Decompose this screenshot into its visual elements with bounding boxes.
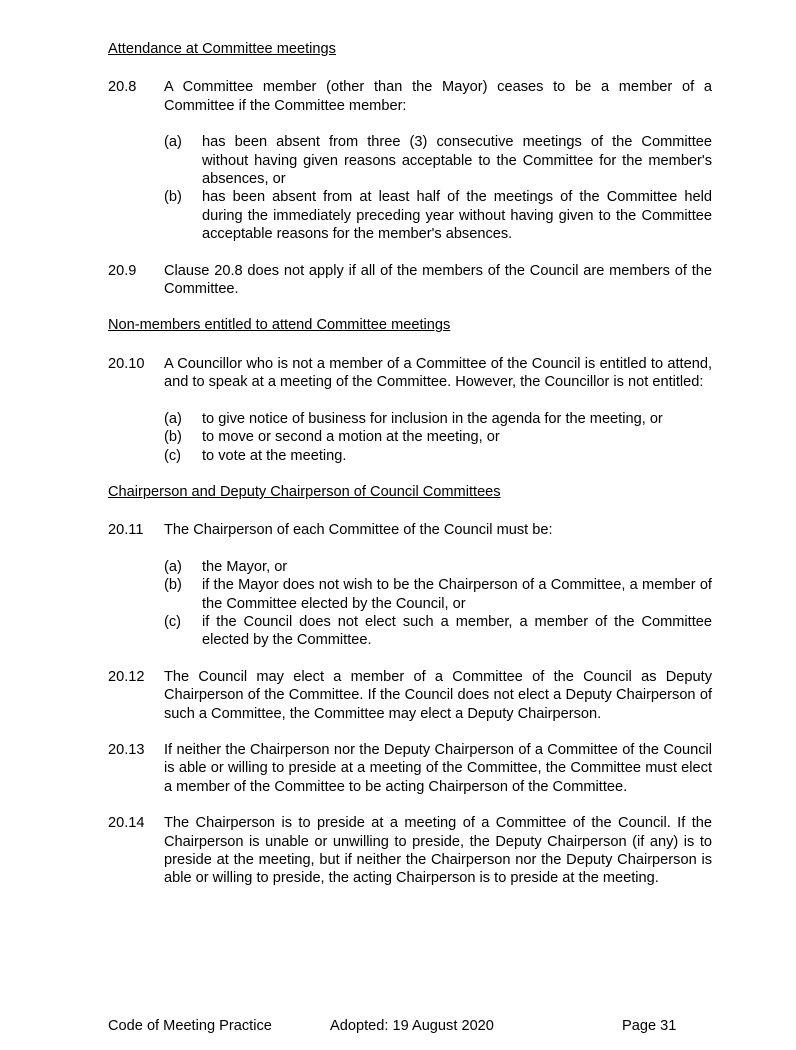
item-label: (b)	[164, 577, 182, 594]
clause-body	[164, 814, 712, 888]
item-text: to vote at the meeting.	[202, 447, 347, 464]
item-text: to move or second a motion at the meeting, or	[202, 429, 500, 446]
clause-number: 20.10	[108, 355, 145, 372]
clause-items	[164, 133, 712, 243]
clause-text: The Chairperson is to preside at a meeting of a Committee of the Council. If the Chairperson is unable or unwilling to preside, the Deputy Chairperson (if any) is to preside at the meeting, but if neither the Chairperson nor the Deputy Chairperson is able or willing to preside, the acting Chairperson is to preside at the meeting.	[164, 815, 712, 887]
page-footer	[108, 1017, 688, 1037]
list-item	[164, 447, 712, 465]
clause	[108, 814, 712, 888]
item-text: the Mayor, or	[202, 558, 288, 575]
list-item	[164, 188, 712, 243]
clause-text: The Council may elect a member of a Committee of the Council as Deputy Chairperson of the Committee. If the Council does not elect a Deputy Chairperson of such a Committee, the Committee may elect a Deputy Chairperson.	[164, 668, 712, 722]
document-body	[108, 40, 712, 906]
item-label: (c)	[164, 447, 182, 464]
clause-text: If neither the Chairperson nor the Deputy Chairperson of a Committee of the Council is able or willing to preside at a meeting of the Committee, the Committee must elect a member of the Committee to be acting Chairperson of the Committee.	[164, 741, 712, 795]
clause-body	[164, 355, 712, 465]
footer-page-number: Page 31	[622, 1018, 677, 1034]
footer-adopted-date: Adopted: 19 August 2020	[330, 1018, 494, 1034]
clause-items	[164, 410, 712, 465]
list-item	[164, 410, 712, 428]
clause-body	[164, 668, 712, 723]
section-heading: Chairperson and Deputy Chairperson of Council Committees	[108, 483, 501, 500]
item-text: has been absent from three (3) consecutive meetings of the Committee without having given reasons acceptable to the Committee for the member's absences, or	[202, 134, 712, 188]
clause-text: A Councillor who is not a member of a Committee of the Council is entitled to attend, and to speak at a meeting of the Committee. However, the Councillor is not entitled:	[164, 355, 712, 391]
clause-text: A Committee member (other than the Mayor) ceases to be a member of a Committee if the Committee member:	[164, 79, 712, 114]
list-item	[164, 576, 712, 613]
item-text: if the Council does not elect such a member, a member of the Committee elected by the Committee.	[202, 613, 712, 649]
list-item	[164, 613, 712, 650]
clause-number: 20.14	[108, 815, 145, 832]
clause-body	[164, 521, 712, 649]
item-text: to give notice of business for inclusion in the agenda for the meeting, or	[202, 410, 663, 427]
clause-number: 20.13	[108, 741, 145, 758]
list-item	[164, 133, 712, 188]
item-label: (b)	[164, 429, 182, 446]
list-item	[164, 428, 712, 446]
clause-number: 20.8	[108, 79, 137, 96]
item-label: (c)	[164, 613, 182, 630]
clause-text: The Chairperson of each Committee of the Council must be:	[164, 522, 553, 539]
list-item	[164, 558, 712, 576]
clause	[108, 262, 712, 299]
item-label: (a)	[164, 410, 182, 427]
section-heading: Attendance at Committee meetings	[108, 41, 336, 57]
footer-document-title: Code of Meeting Practice	[108, 1018, 272, 1034]
section-heading: Non-members entitled to attend Committee meetings	[108, 317, 451, 334]
clause	[108, 741, 712, 796]
clause-number: 20.9	[108, 262, 137, 279]
clause-body	[164, 262, 712, 299]
clause	[108, 355, 712, 465]
item-label: (b)	[164, 189, 182, 206]
clause-number: 20.12	[108, 668, 145, 685]
clause-text: Clause 20.8 does not apply if all of the members of the Council are members of the Committee.	[164, 262, 712, 298]
item-label: (a)	[164, 134, 182, 151]
clause-body	[164, 78, 712, 243]
clause-items	[164, 558, 712, 650]
clause	[108, 78, 712, 243]
clause	[108, 668, 712, 723]
clause-number: 20.11	[108, 522, 144, 539]
item-text: has been absent from at least half of the meetings of the Committee held during the immediately preceding year without having given to the Committee acceptable reasons for the member's absences.	[202, 189, 712, 243]
clause-body	[164, 741, 712, 796]
item-text: if the Mayor does not wish to be the Chairperson of a Committee, a member of the Committee elected by the Council, or	[202, 577, 712, 612]
clause	[108, 521, 712, 649]
item-label: (a)	[164, 558, 182, 575]
